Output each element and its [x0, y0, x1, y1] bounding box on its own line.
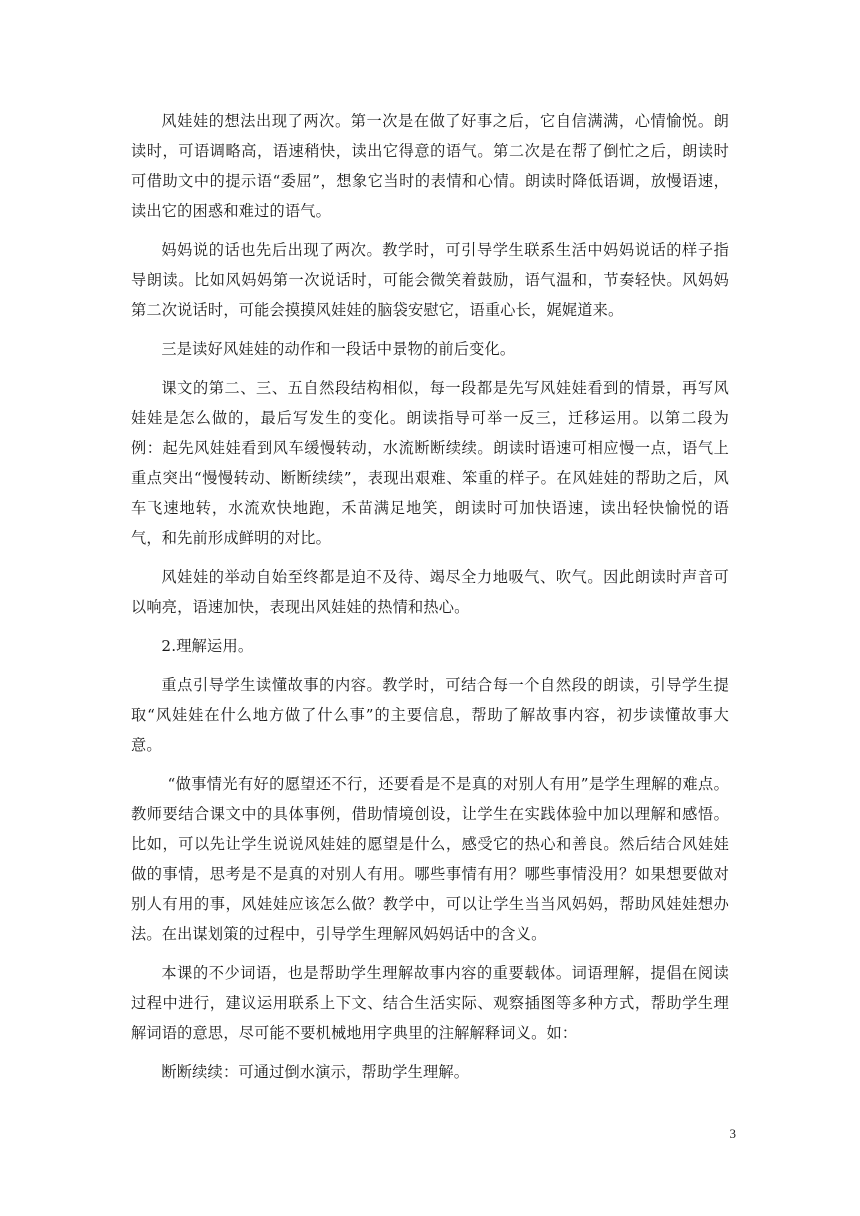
- paragraph-6: 重点引导学生读懂故事的内容。教学时，可结合每一个自然段的朗读，引导学生提取“风娃娃在什么地方做了什么事”的主要信息，帮助了解故事内容，初步读懂故事大意。: [131, 676, 729, 754]
- paragraph-4: 课文的第二、三、五自然段结构相似，每一段都是先写风娃娃看到的情景，再写风娃娃是怎么做的，最后写发生的变化。朗读指导可举一反三，迁移运用。以第二段为例：起先风娃娃看到风车缓慢转动，水流断断续续。朗读时语速可相应慢一点，语气上重点突出“慢慢转动、断断续续”，表现出艰难、笨重的样子。在风娃娃的帮助之后，风车飞速地转，水流欢快地跑，禾苗满足地笑，朗读时可加快语速，读出轻快愉悦的语气，和先前形成鲜明的对比。: [131, 379, 729, 547]
- section-heading: 2.理解运用。: [161, 637, 254, 655]
- paragraph-2: 妈妈说的话也先后出现了两次。教学时，可引导学生联系生活中妈妈说话的样子指导朗读。比如风妈妈第一次说话时，可能会微笑着鼓励，语气温和，节奏轻快。风妈妈第二次说话时，可能会摸摸风娃娃的脑袋安慰它，语重心长，娓娓道来。: [131, 241, 729, 319]
- paragraph-8: 本课的不少词语，也是帮助学生理解故事内容的重要载体。词语理解，提倡在阅读过程中进行，建议运用联系上下文、结合生活实际、观察插图等多种方式，帮助学生理解词语的意思，尽可能不要机械地用字典里的注解解释词义。如：: [131, 964, 729, 1042]
- page-body: [131, 106, 729, 1096]
- paragraph-1: 风娃娃的想法出现了两次。第一次是在做了好事之后，它自信满满，心情愉悦。朗读时，可语调略高，语速稍快，读出它得意的语气。第二次是在帮了倒忙之后，朗读时可借助文中的提示语“委屈”，想象它当时的表情和心情。朗读时降低语调，放慢语速，读出它的困惑和难过的语气。: [131, 112, 729, 220]
- paragraph-3: 三是读好风娃娃的动作和一段话中景物的前后变化。: [161, 340, 516, 358]
- paragraph-9: 断断续续：可通过倒水演示，帮助学生理解。: [161, 1063, 470, 1081]
- paragraph-5: 风娃娃的举动自始至终都是迫不及待、竭尽全力地吸气、吹气。因此朗读时声音可以响亮，语速加快，表现出风娃娃的热情和热心。: [131, 568, 729, 616]
- paragraph-7: “做事情光有好的愿望还不行，还要看是不是真的对别人有用”是学生理解的难点。教师要结合课文中的具体事例，借助情境创设，让学生在实践体验中加以理解和感悟。比如，可以先让学生说说风娃娃的愿望是什么，感受它的热心和善良。然后结合风娃娃做的事情，思考是不是真的对别人有用。哪些事情有用？哪些事情没用？如果想要做对别人有用的事，风娃娃应该怎么做？教学中，可以让学生当当风妈妈，帮助风娃娃想办法。在出谋划策的过程中，引导学生理解风妈妈话中的含义。: [131, 775, 729, 943]
- page-number: 3: [729, 1126, 736, 1141]
